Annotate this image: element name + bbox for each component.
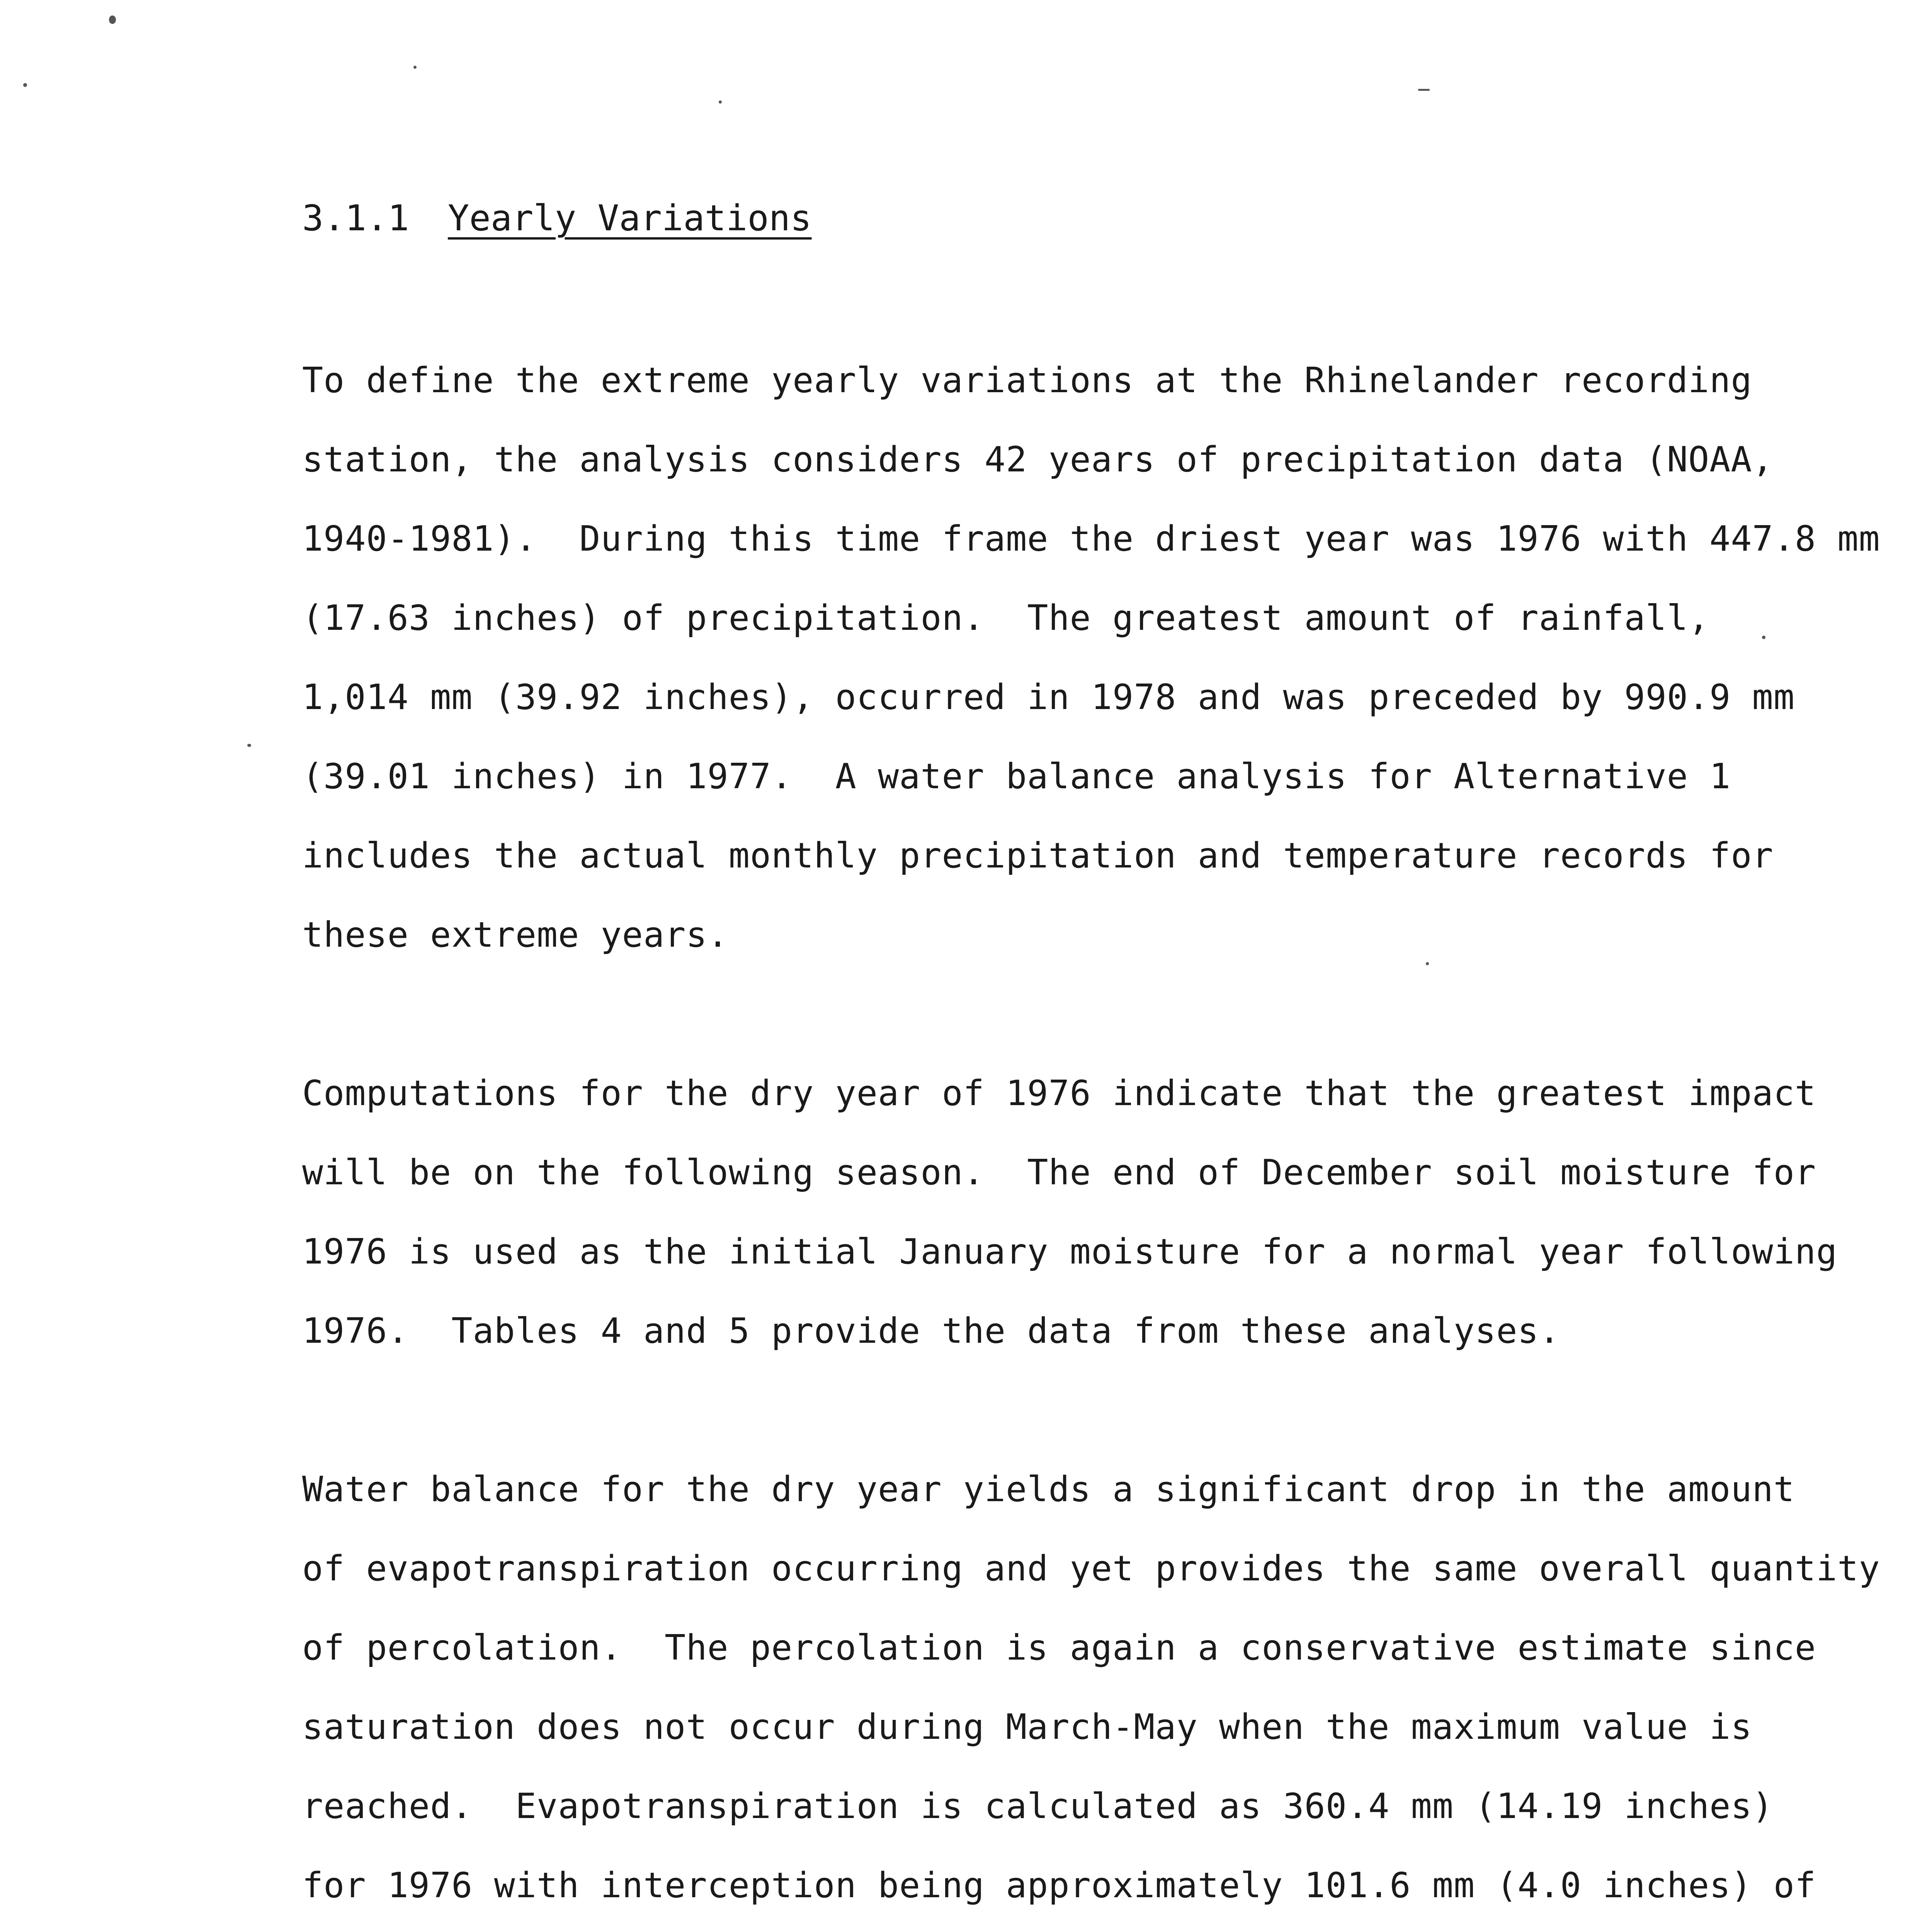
paragraph-1-line-2: station, the analysis considers 42 years of precipitation data (NOAA, — [302, 439, 1774, 480]
paragraph-1-line-6: (39.01 inches) in 1977. A water balance analysis for Alternative 1 — [302, 756, 1731, 797]
paragraph-3-line-2: of evapotranspiration occurring and yet provides the same overall quantity — [302, 1548, 1880, 1589]
paragraph-2-line-2: will be on the following season. The end of December soil moisture for — [302, 1152, 1816, 1193]
paragraph-2-line-3: 1976 is used as the initial January moisture for a normal year following — [302, 1231, 1838, 1272]
section-title: Yearly Variations — [447, 197, 812, 239]
paragraph-3-line-6: for 1976 with interception being approximately 101.6 mm (4.0 inches) of — [302, 1865, 1816, 1906]
scan-speck — [247, 744, 251, 747]
paragraph-1-line-8: these extreme years. — [302, 915, 729, 955]
scan-speck — [1418, 89, 1430, 91]
paragraph-2-line-4: 1976. Tables 4 and 5 provide the data from these analyses. — [302, 1311, 1560, 1351]
paragraph-3-line-1: Water balance for the dry year yields a significant drop in the amount — [302, 1469, 1795, 1510]
paragraph-1-line-4: (17.63 inches) of precipitation. The greatest amount of rainfall, — [302, 598, 1710, 638]
paragraph-2-line-1: Computations for the dry year of 1976 indicate that the greatest impact — [302, 1073, 1816, 1114]
scan-speck — [719, 100, 722, 104]
scan-speck — [109, 15, 116, 24]
paragraph-1-line-5: 1,014 mm (39.92 inches), occurred in 1978 and was preceded by 990.9 mm — [302, 677, 1795, 718]
scan-speck — [1762, 636, 1765, 639]
section-number: 3.1.1 — [302, 197, 409, 239]
scan-speck — [23, 83, 27, 87]
section-heading — [302, 195, 812, 242]
scan-speck — [1426, 962, 1429, 965]
paragraph-3-line-4: saturation does not occur during March-May when the maximum value is — [302, 1707, 1752, 1747]
paragraph-3-line-5: reached. Evapotranspiration is calculated as 360.4 mm (14.19 inches) — [302, 1786, 1774, 1827]
paragraph-1-line-1: To define the extreme yearly variations at the Rhinelander recording — [302, 360, 1752, 401]
paragraph-1-line-3: 1940-1981). During this time frame the driest year was 1976 with 447.8 mm — [302, 519, 1880, 559]
paragraph-3-line-3: of percolation. The percolation is again a conservative estimate since — [302, 1628, 1816, 1668]
paragraph-1-line-7: includes the actual monthly precipitation and temperature records for — [302, 835, 1774, 876]
scan-speck — [413, 66, 417, 69]
